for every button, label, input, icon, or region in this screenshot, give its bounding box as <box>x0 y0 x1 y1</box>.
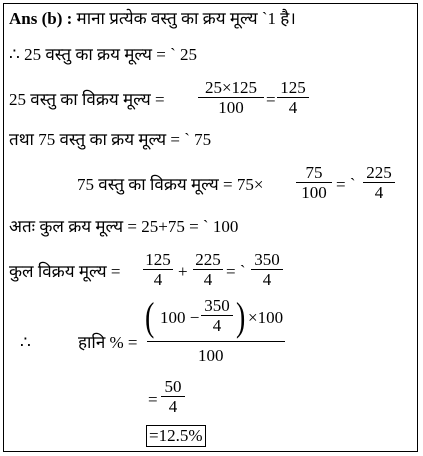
selling-price-25-label: 25 वस्तु का विक्रय मूल्य = <box>9 90 165 109</box>
equals-sign: = <box>148 390 158 409</box>
fraction-numerator: 125 <box>280 78 306 97</box>
fraction-25x125-over-100 <box>198 78 264 117</box>
inner-hundred-minus: 100 − <box>160 308 200 327</box>
fraction-numerator: 50 <box>164 377 182 396</box>
fraction-numerator: 75 <box>305 163 323 182</box>
plus-sign: + <box>178 262 188 281</box>
fraction-350-over-4 <box>201 296 233 335</box>
main-fraction-bar <box>147 341 285 342</box>
equals-rupee: = ` <box>226 262 246 281</box>
final-answer-box: =12.5% <box>146 425 206 447</box>
main-denominator: 100 <box>198 346 224 365</box>
fraction-denominator: 4 <box>374 183 384 202</box>
fraction-numerator: 350 <box>204 296 230 315</box>
right-parenthesis: ) <box>235 294 246 339</box>
equals-sign: = <box>266 90 276 109</box>
answer-assumption: माना प्रत्येक वस्तु का क्रय मूल्य `1 है। <box>72 9 296 28</box>
answer-intro <box>9 9 296 29</box>
fraction-numerator: 25×125 <box>204 78 258 97</box>
fraction-denominator: 100 <box>301 183 327 202</box>
fraction-denominator: 4 <box>262 270 272 289</box>
fraction-numerator: 225 <box>366 163 392 182</box>
loss-percent-label: हानि % = <box>78 333 138 352</box>
cost-price-25: ∴ 25 वस्तु का क्रय मूल्य = ` 25 <box>9 45 197 64</box>
equals-rupee: = ` <box>336 175 356 194</box>
fraction-225-over-4 <box>193 250 223 289</box>
fraction-125-over-4 <box>277 78 309 117</box>
fraction-350-over-4 <box>251 250 283 289</box>
fraction-numerator: 350 <box>254 250 280 269</box>
fraction-denominator: 4 <box>168 397 178 416</box>
selling-price-75-label: 75 वस्तु का विक्रय मूल्य = 75× <box>77 175 264 194</box>
fraction-denominator: 4 <box>203 270 213 289</box>
times-hundred: ×100 <box>248 308 284 327</box>
fraction-75-over-100 <box>296 163 332 202</box>
answer-label: Ans (b) : <box>9 9 73 28</box>
fraction-denominator: 4 <box>212 316 222 335</box>
left-parenthesis: ( <box>144 294 155 339</box>
cost-price-75: तथा 75 वस्तु का क्रय मूल्य = ` 75 <box>9 130 212 149</box>
total-cost-price: अतः कुल क्रय मूल्य = 25+75 = ` 100 <box>9 217 239 236</box>
fraction-225-over-4 <box>363 163 395 202</box>
fraction-denominator: 4 <box>153 270 163 289</box>
fraction-125-over-4 <box>143 250 173 289</box>
total-selling-price-label: कुल विक्रय मूल्य = <box>9 262 121 281</box>
fraction-numerator: 125 <box>145 250 171 269</box>
therefore-symbol: ∴ <box>20 333 31 352</box>
fraction-denominator: 4 <box>288 98 298 117</box>
fraction-numerator: 225 <box>195 250 221 269</box>
fraction-denominator: 100 <box>218 98 244 117</box>
fraction-50-over-4 <box>161 377 185 416</box>
